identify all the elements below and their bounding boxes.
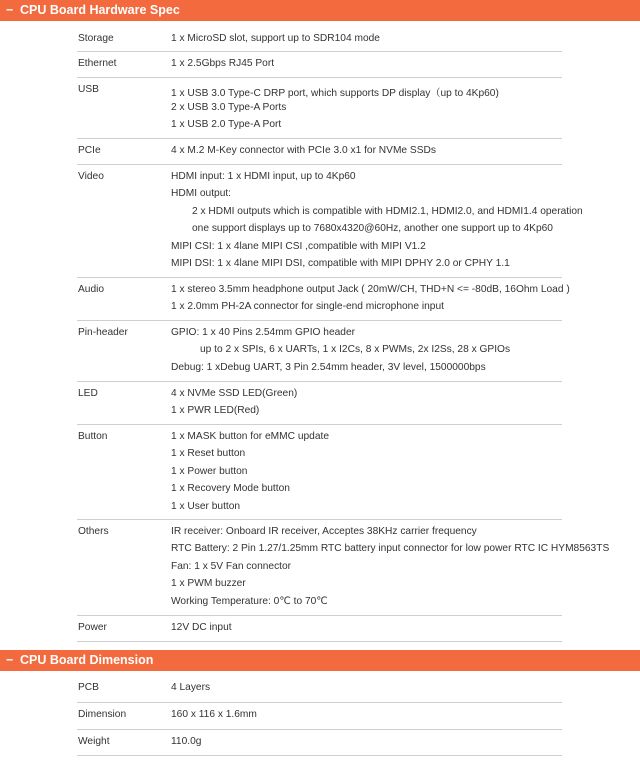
spec-row-ethernet <box>77 52 562 78</box>
section-header-dimension <box>0 650 640 671</box>
section-header-hardware-spec <box>0 0 640 21</box>
row-value: 1 x PWR LED(Red) <box>171 405 260 416</box>
row-label: Button <box>78 431 108 442</box>
row-value: 1 x USB 3.0 Type-C DRP port, which supports DP display（up to 4Kp60) <box>171 88 499 99</box>
row-value: 1 x MASK button for eMMC update <box>171 431 329 442</box>
row-label: LED <box>78 388 98 399</box>
row-value: 4 x M.2 M-Key connector with PCIe 3.0 x1 for NVMe SSDs <box>171 145 436 156</box>
row-value: 4 Layers <box>171 682 211 693</box>
row-label: Others <box>78 526 109 537</box>
dimension-table <box>77 677 562 756</box>
row-value: 1 x 2.0mm PH-2A connector for single-end microphone input <box>171 301 444 312</box>
spec-row-power <box>77 616 562 642</box>
row-label: PCB <box>78 682 99 693</box>
spec-row-pcb <box>77 677 562 703</box>
row-label: Weight <box>78 736 110 747</box>
row-value: HDMI output: <box>171 188 232 199</box>
row-value: RTC Battery: 2 Pin 1.27/1.25mm RTC battery input connector for low power RTC IC HYM8563TS <box>171 543 610 554</box>
row-value: 1 x PWM buzzer <box>171 578 246 589</box>
row-value: 1 x USB 2.0 Type-A Port <box>171 119 282 130</box>
collapse-minus-icon: − <box>6 653 14 667</box>
row-value: 160 x 116 x 1.6mm <box>171 709 257 720</box>
row-value: 1 x Power button <box>171 466 248 477</box>
spec-row-pcie <box>77 139 562 165</box>
row-value: 2 x USB 3.0 Type-A Ports <box>171 102 287 113</box>
row-label: Ethernet <box>78 58 117 69</box>
row-label: Dimension <box>78 709 127 720</box>
row-value: HDMI input: 1 x HDMI input, up to 4Kp60 <box>171 171 356 182</box>
row-value: MIPI DSI: 1 x 4lane MIPI DSI, compatible with MIPI DPHY 2.0 or CPHY 1.1 <box>171 258 510 269</box>
row-value: Fan: 1 x 5V Fan connector <box>171 561 292 572</box>
row-value: 4 x NVMe SSD LED(Green) <box>171 388 298 399</box>
row-label: Storage <box>78 33 114 44</box>
row-value: 2 x HDMI outputs which is compatible with HDMI2.1, HDMI2.0, and HDMI1.4 operation <box>192 206 583 217</box>
spec-row-video <box>77 165 583 278</box>
spec-row-usb <box>77 78 562 139</box>
row-value: 1 x Recovery Mode button <box>171 483 290 494</box>
row-value: 110.0g <box>171 736 202 747</box>
row-label: Power <box>78 622 107 633</box>
collapse-minus-icon: − <box>6 3 14 17</box>
row-value: 1 x 2.5Gbps RJ45 Port <box>171 58 275 69</box>
row-value: Debug: 1 xDebug UART, 3 Pin 2.54mm header, 3V level, 1500000bps <box>171 362 486 373</box>
spec-row-dimension <box>77 703 562 730</box>
row-value: Working Temperature: 0℃ to 70℃ <box>171 596 328 607</box>
row-value: 1 x User button <box>171 501 241 512</box>
row-value: 1 x Reset button <box>171 448 246 459</box>
spec-row-weight <box>77 730 562 756</box>
row-label: Video <box>78 171 104 182</box>
section-title: CPU Board Dimension <box>20 653 154 667</box>
row-value: 1 x stereo 3.5mm headphone output Jack ( 20mW/CH, THD+N <= -80dB, 16Ohm Load ) <box>171 284 570 295</box>
spec-table <box>77 28 610 642</box>
row-value: IR receiver: Onboard IR receiver, Acceptes 38KHz carrier frequency <box>171 526 477 537</box>
spec-row-led <box>77 382 562 425</box>
row-value: 12V DC input <box>171 622 232 633</box>
section-title: CPU Board Hardware Spec <box>20 3 180 17</box>
spec-row-others <box>77 520 610 616</box>
row-label: Audio <box>78 284 105 295</box>
spec-row-audio <box>77 278 570 321</box>
spec-row-button <box>77 425 562 520</box>
row-label: USB <box>78 84 99 95</box>
row-value: one support displays up to 7680x4320@60Hz, another one support up to 4Kp60 <box>192 223 553 234</box>
spec-row-storage <box>77 28 562 52</box>
row-label: PCIe <box>78 145 101 156</box>
row-value: MIPI CSI: 1 x 4lane MIPI CSI ,compatible with MIPI V1.2 <box>171 241 426 252</box>
row-label: Pin-header <box>78 327 128 338</box>
spec-row-pin-header <box>77 321 562 382</box>
row-value: GPIO: 1 x 40 Pins 2.54mm GPIO header <box>171 327 356 338</box>
row-value: 1 x MicroSD slot, support up to SDR104 mode <box>171 33 380 44</box>
row-value: up to 2 x SPIs, 6 x UARTs, 1 x I2Cs, 8 x PWMs, 2x I2Ss, 28 x GPIOs <box>200 344 511 355</box>
